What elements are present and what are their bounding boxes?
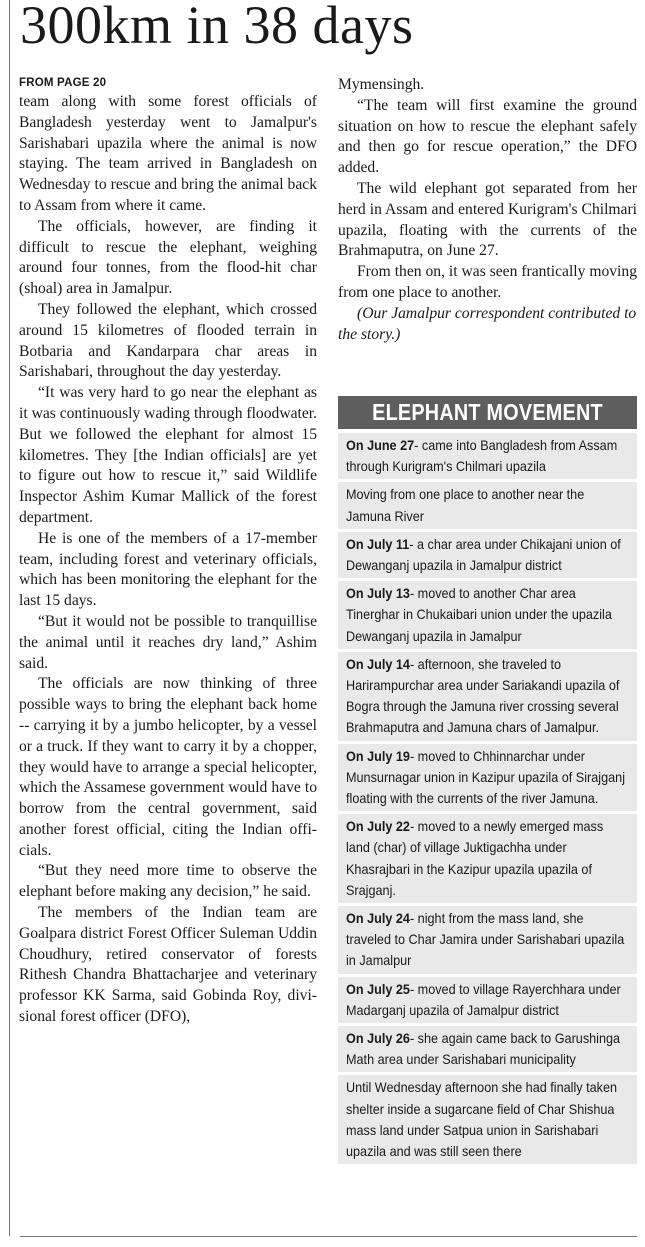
paragraph: The officials, however, are finding it difficult to rescue the elephant, weighing around four tonnes, from the flood-hit char (shoal) area in Jamalpur. — [19, 217, 317, 298]
entry-date: On July 24 — [346, 911, 410, 927]
entry-date: On July 13 — [346, 586, 410, 602]
jump-kicker: FROM PAGE 20 — [19, 77, 107, 89]
timeline-entry — [338, 433, 637, 479]
article-column-left — [19, 75, 317, 1028]
timeline-entry — [338, 581, 637, 649]
paragraph: Mymensingh. — [338, 76, 425, 93]
entry-text: Until Wednesday afternoon she had finally taken shelter inside a sugarcane field of Char Shishua mass land under Satpua union in Sarishabari upazila and was still seen there — [346, 1080, 618, 1160]
paragraph: The wild elephant got separated from her herd in Assam and entered Kurigram's Chilmari upazila, floating with the currents of the Brahmaputra, on June 27. — [338, 179, 637, 260]
paragraph: He is one of the members of a 17-member team, including forest and veterinary officials, which has been monitoring the elephant for the last 15 days. — [19, 529, 317, 610]
paragraph: team along with some forest officials of Bangladesh yesterday went to Jamalpur's Sarishabari upazila where the animal is now staying. The team arrived in Bangladesh on Wednesday to rescue and bring the animal back to Assam from where it came. — [19, 93, 317, 214]
sidebar-title: ELEPHANT MOVEMENT — [359, 396, 616, 429]
paragraph: “The team will first examine the ground situation on how to rescue the elephant safely and then go for rescue operation,” the DFO added. — [338, 96, 637, 177]
entry-text: - moved to village Rayerchhara under Madarganj upazila of Jamalpur district — [346, 981, 621, 1018]
timeline-entry — [338, 1075, 637, 1164]
timeline-entry — [338, 652, 637, 741]
timeline-entry — [338, 977, 637, 1023]
timeline-entry — [338, 482, 637, 528]
timeline-entry — [338, 744, 637, 812]
entry-date: On July 25 — [346, 981, 410, 997]
sidebar-title-bar — [338, 396, 637, 429]
paragraph: The members of the Indian team are Goalpara district Forest Officer Suleman Uddin Choudhury, retired conservator of forests Rithesh Chandra Bhattacharjee and veterinary professor KK Sarma, said Gobinda Roy, divisional forest officer (DFO), — [19, 904, 317, 1026]
entry-text: - moved to a newly emerged mass land (char) of village Juktigachha under Khasrajbari in the Kazipur upazila upazila of Srajganj. — [346, 819, 604, 898]
headline: 300km in 38 days — [20, 0, 414, 55]
entry-text: - she again came back to Garushinga Math area under Sarishabari municipality — [346, 1031, 621, 1068]
paragraph: They followed the elephant, which crossed around 15 kilometres of flooded terrain in Botbaria and Kandarpara char areas in Sarishabari, throughout the day yesterday. — [19, 300, 317, 381]
entry-date: On July 26 — [346, 1031, 410, 1047]
column-rule-left — [9, 0, 10, 1236]
page-bottom-rule — [20, 1236, 637, 1237]
entry-date: On July 14 — [346, 656, 410, 672]
paragraph: “It was very hard to go near the elephant as it was continuously wading through floodwater. But we followed the elephant for almost 15 kilometres. They [the Indian officials] are yet to figure out how to rescue it,” said Wildlife Inspector Ashim Kumar Mallick of the forest department. — [19, 384, 317, 526]
entry-text: - afternoon, she traveled to Harirampurchar area under Sariakandi upazila of Bogra through the Jamuna river crossing several Brahmaputra and Jamuna chars of Jamalpur. — [346, 656, 620, 736]
entry-date: On July 22 — [346, 819, 410, 835]
entry-text: - came into Bangladesh from Assam through Kurigram's Chilmari upazila — [346, 438, 618, 475]
paragraph: From then on, it was seen frantically moving from one place to another. — [338, 263, 637, 301]
entry-date: On July 11 — [346, 536, 410, 552]
entry-text: - moved to Chhinnarchar under Munsurnagar union in Kazipur upazila of Sirajganj floating with the currents of the river Jamuna. — [346, 748, 625, 807]
timeline-entry — [338, 814, 637, 903]
paragraph: “But they need more time to observe the elephant before making any decision,” he said. — [19, 862, 317, 901]
story-credit: (Our Jamalpur correspondent contributed to the story.) — [338, 304, 637, 343]
timeline-entry — [338, 906, 637, 974]
article-column-right — [338, 75, 637, 345]
entry-text: - night from the mass land, she traveled to Char Jamira under Sarishabari upazila in Jamalpur — [346, 911, 625, 969]
elephant-movement-sidebar — [338, 396, 637, 1167]
entry-text: - a char area under Chikajani union of Dewanganj upazila in Jamalpur district — [346, 536, 621, 574]
paragraph: The officials are now thinking of three possible ways to bring the elephant back home -- carrying it by a jumbo helicopter, by a vessel or a truck. If they want to carry it by a chopper, they would have to arrange a special helicopter, which the Assamese government would have to borrow from the central government, said another forest official, citing the Indian officials. — [19, 675, 317, 859]
entry-text: - moved to another Char area Tinerghar in Chukaibari union under the upazila Dewanganj upazila in Jamalpur — [346, 586, 612, 644]
entry-text: Moving from one place to another near the Jamuna River — [346, 487, 585, 524]
timeline-entry — [338, 1026, 637, 1072]
entry-date: On June 27 — [346, 438, 415, 453]
paragraph: “But it would not be possible to tranquillise the animal until it reaches dry land,” Ashim said. — [19, 612, 317, 672]
entry-date: On July 19 — [346, 748, 410, 764]
timeline-entry — [338, 532, 637, 578]
